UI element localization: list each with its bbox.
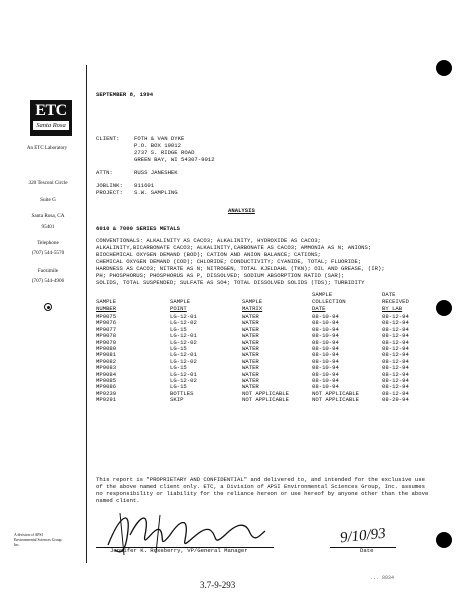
collection-date-cell: 08-10-94	[312, 370, 339, 378]
analysis-title: ANALYSIS	[228, 207, 255, 214]
header-sample-number-top: SAMPLE	[96, 298, 117, 305]
received-date-cell: 08-12-94	[382, 389, 409, 397]
facsimile-number: (707) 544-4906	[31, 278, 65, 284]
collection-date-cell: NOT APPLICABLE	[312, 396, 359, 404]
project-value: S.W. SAMPLING	[134, 189, 178, 196]
conventionals-line-1: CONVENTIONALS: ALKALINITY AS CACO3; ALKALINITY, HYDROXIDE AS CACO3;	[96, 237, 321, 244]
address-line-street: 320 Tesconi Circle	[28, 180, 68, 186]
sample-number-cell: MP9239	[96, 389, 117, 397]
table-row	[96, 372, 426, 378]
header-collection-top: SAMPLE	[312, 291, 333, 298]
collection-date-cell: 08-10-94	[312, 313, 339, 320]
letter-date: SEPTEMBER 8, 1994	[96, 91, 154, 98]
client-label: CLIENT:	[96, 135, 120, 142]
header-sample-point-top: SAMPLE	[170, 298, 191, 305]
sample-point-cell: BOTTLES	[170, 389, 194, 397]
conventionals-line-3: BIOCHEMICAL OXYGEN DEMAND (BOD); CATION AND ANION BALANCE; CATIONS;	[96, 251, 321, 258]
header-sample-matrix-top: SAMPLE	[242, 298, 263, 305]
sample-point-cell: SKIP	[170, 396, 184, 404]
client-line-3: 2737 S. RIDGE ROAD	[134, 149, 195, 156]
table-row	[96, 320, 426, 326]
sample-number-cell: MP9082	[96, 357, 117, 365]
sample-point-cell: LG-12-02	[170, 338, 197, 346]
collection-date-cell: 08-10-94	[312, 383, 339, 391]
received-date-cell: 08-12-94	[382, 325, 409, 333]
hole-punch-top	[436, 60, 452, 76]
collection-date-cell: 08-10-94	[312, 357, 339, 365]
table-row	[96, 333, 426, 339]
address-line-suite: Suite G	[40, 197, 56, 203]
collection-date-cell: 08-10-94	[312, 338, 339, 346]
sample-point-cell: LG-15	[170, 325, 187, 333]
sample-number-cell: MP9291	[96, 396, 117, 404]
received-date-cell: 08-12-94	[382, 313, 409, 320]
received-date-cell: 08-12-94	[382, 332, 409, 340]
sample-matrix-cell: NOT APPLICABLE	[242, 389, 289, 397]
sample-number-cell: MP9084	[96, 370, 117, 378]
table-row	[96, 365, 426, 371]
received-date-cell: 08-12-94	[382, 377, 409, 384]
client-line-2: P.O. BOX 19012	[134, 142, 181, 149]
header-date: DATE	[312, 305, 326, 312]
sample-matrix-cell: WATER	[242, 332, 259, 340]
collection-date-cell: 08-10-94	[312, 345, 339, 352]
sample-point-cell: LG-15	[170, 364, 187, 372]
received-date-cell: 08-12-94	[382, 364, 409, 372]
received-date-cell: 08-12-94	[382, 351, 409, 359]
page-code: 3.7-9-293	[200, 580, 236, 590]
recycle-seal-icon	[44, 303, 52, 311]
received-date-cell: 08-12-94	[382, 319, 409, 327]
sample-point-cell: LG-12-01	[170, 332, 197, 340]
joblink-value: 811601	[134, 182, 155, 189]
sample-matrix-cell: WATER	[242, 338, 259, 346]
hole-punch-middle	[436, 300, 452, 316]
received-date-cell: 08-12-94	[382, 383, 409, 391]
conventionals-line-6: PH; PHOSPHORUS; PHOSPHORUS AS P, DISSOLVED; SODIUM ABSORPTION RATIO (SAR);	[96, 272, 345, 279]
attn-label: ATTN:	[96, 169, 113, 176]
table-row	[96, 352, 426, 358]
sample-point-cell: LG-12-02	[170, 377, 197, 384]
vertical-divider	[86, 65, 87, 563]
header-matrix: MATRIX	[242, 305, 263, 312]
sample-point-cell: LG-15	[170, 345, 187, 352]
disclaimer-line-3: no responsibility or liability for the reliance hereon or use hereof by anyone other than the above	[96, 490, 429, 497]
sample-point-cell: LG-15	[170, 383, 187, 391]
sample-matrix-cell: NOT APPLICABLE	[242, 396, 289, 404]
joblink-label: JOBLINK:	[96, 182, 123, 189]
table-row	[96, 340, 426, 346]
conventionals-line-2: ALKALINITY,BICARBONATE CACO3; ALKALINITY,CARBONATE AS CACO3; AMMONIA AS N; ANIONS;	[96, 244, 372, 251]
hole-punch-bottom	[436, 532, 452, 548]
disclaimer-line-4: named client.	[96, 497, 140, 504]
header-received-mid: RECEIVED	[382, 298, 409, 305]
stamp-text: ... 8034	[370, 575, 395, 581]
sample-number-cell: MP9085	[96, 377, 117, 384]
sample-matrix-cell: WATER	[242, 357, 259, 365]
sample-matrix-cell: WATER	[242, 325, 259, 333]
conventionals-line-4: CHEMICAL OXYGEN DEMAND (COD); CHLORIDE; CONDUCTIVITY; CYANIDE, TOTAL; FLUORIDE;	[96, 258, 362, 265]
sample-number-cell: MP9086	[96, 383, 117, 391]
table-header-bottom	[96, 306, 426, 312]
sample-matrix-cell: WATER	[242, 345, 259, 352]
sample-number-cell: MP9081	[96, 351, 117, 359]
sample-matrix-cell: WATER	[242, 377, 259, 384]
sample-number-cell: MP9079	[96, 338, 117, 346]
address-line-city: Santa Rosa, CA	[31, 213, 65, 219]
division-note: A division of APSI Environmental Sciences Group, Inc.	[14, 533, 63, 547]
sample-number-cell: MP9080	[96, 345, 117, 352]
collection-date-cell: 08-10-94	[312, 332, 339, 340]
address-line-zip: 95401	[41, 224, 55, 230]
disclaimer-line-2: of the above named client only. ETC, a Division of APSI Environmental Sciences Group, Inc. assumes	[96, 483, 425, 490]
received-date-cell: 08-12-94	[382, 345, 409, 352]
header-number: NUMBER	[96, 305, 117, 312]
facsimile-label: Facsimile	[37, 268, 59, 274]
table-row	[96, 359, 426, 365]
sample-point-cell: LG-12-02	[170, 357, 197, 365]
received-date-cell: 08-12-94	[382, 357, 409, 365]
sample-number-cell: MP9076	[96, 319, 117, 327]
conventionals-line-5: HARDNESS AS CACO3; NITRATE AS N; NITROGEN, TOTAL KJELDAHL (TKN); OIL AND GREASE, (IR);	[96, 265, 385, 272]
sample-matrix-cell: WATER	[242, 319, 259, 327]
date-label: Date	[360, 547, 374, 554]
table-row	[96, 327, 426, 333]
collection-date-cell: 08-10-94	[312, 325, 339, 333]
sample-number-cell: MP9078	[96, 332, 117, 340]
sample-point-cell: LG-12-01	[170, 351, 197, 359]
sample-matrix-cell: WATER	[242, 383, 259, 391]
sample-matrix-cell: WATER	[242, 351, 259, 359]
logo-text: ETC	[35, 102, 67, 119]
sample-point-cell: LG-12-01	[170, 370, 197, 378]
client-line-4: GREEN BAY, WI 54307-9012	[134, 156, 215, 163]
collection-date-cell: 08-10-94	[312, 364, 339, 372]
received-date-cell: 08-12-94	[382, 338, 409, 346]
received-date-cell: 08-29-94	[382, 396, 409, 404]
table-row	[96, 378, 426, 384]
collection-date-cell: 08-10-94	[312, 377, 339, 384]
collection-date-cell: 08-10-94	[312, 319, 339, 327]
sample-point-cell: LG-12-01	[170, 313, 197, 320]
project-label: PROJECT:	[96, 189, 123, 196]
telephone-label: Telephone	[37, 240, 59, 246]
header-received-top: DATE	[382, 291, 396, 298]
etc-logo	[30, 100, 72, 136]
sample-point-cell: LG-12-02	[170, 319, 197, 327]
sample-number-cell: MP9077	[96, 325, 117, 333]
sample-matrix-cell: WATER	[242, 313, 259, 320]
collection-date-cell: NOT APPLICABLE	[312, 389, 359, 397]
sample-matrix-cell: WATER	[242, 370, 259, 378]
sample-matrix-cell: WATER	[242, 364, 259, 372]
table-row	[96, 397, 426, 403]
handwritten-date: 9/10/93	[339, 525, 387, 547]
signer-name: Jennifer K. Roseberry, VP/General Manager	[110, 547, 248, 554]
series-title: 6010 & 7000 SERIES METALS	[96, 225, 180, 232]
client-line-1: FOTH & VAN DYKE	[134, 135, 185, 142]
attn-value: RUSS JANESHEK	[134, 169, 178, 176]
lab-name: An ETC Laboratory	[26, 146, 68, 151]
received-date-cell: 08-12-94	[382, 370, 409, 378]
disclaimer-line-1: This report is "PROPRIETARY AND CONFIDENTIAL" and delivered to, and intended for the exclusive use	[96, 476, 425, 483]
conventionals-line-7: SOLIDS, TOTAL SUSPENDED; SULFATE AS SO4; TOTAL DISSOLVED SOLIDS (TDS); TURBIDITY	[96, 279, 365, 286]
sample-number-cell: MP9075	[96, 313, 117, 320]
collection-date-cell: 08-10-94	[312, 351, 339, 359]
table-row	[96, 346, 426, 352]
telephone-number: (707) 544-5570	[31, 250, 65, 256]
header-by-lab: BY LAB	[382, 305, 403, 312]
table-row	[96, 314, 426, 320]
logo-subtext: Santa Rosa	[32, 120, 70, 131]
header-point: POINT	[170, 305, 187, 312]
header-collection-mid: COLLECTION	[312, 298, 346, 305]
sample-number-cell: MP9083	[96, 364, 117, 372]
